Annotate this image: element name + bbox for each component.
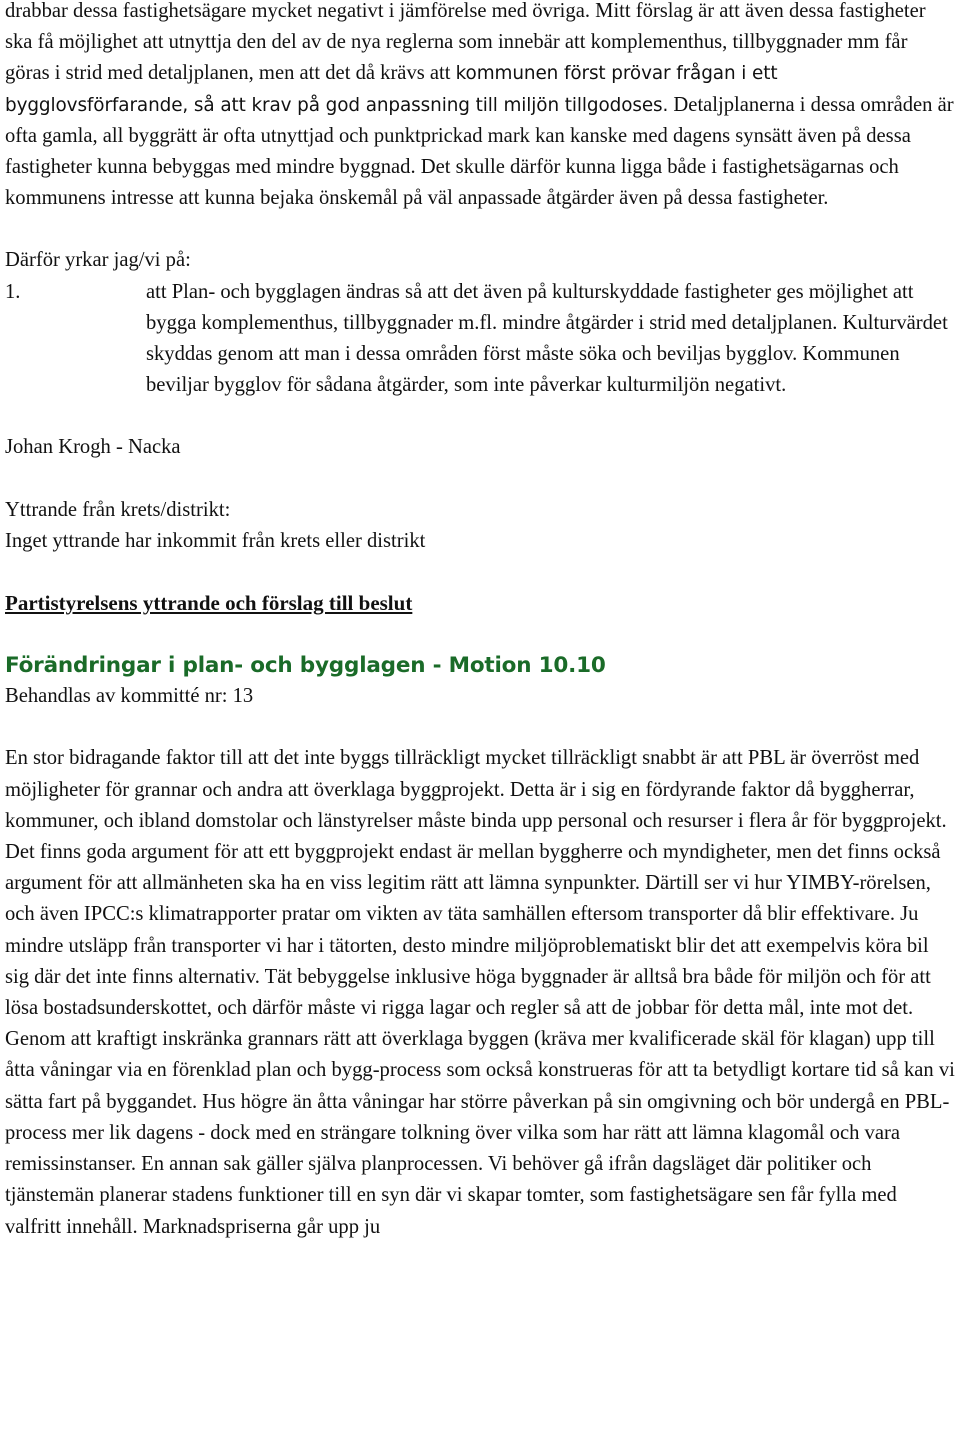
demand-text: att Plan- och bygglagen ändras så att det även på kulturskyddade fastigheter ges möjlighet att bygga komplementhus, tillbyggnader m.fl. mindre åtgärder i strid med detaljplanen. Kulturvärdet skyddas genom att man i dessa områden först måste söka och beviljas bygglov. Kommunen beviljar bygglov för sådana åtgärder, som inte påverkar kulturmiljön negativt. [146, 280, 948, 397]
district-text: Inget yttrande har inkommit från krets eller distrikt [5, 529, 426, 552]
board-heading: Partistyrelsens yttrande och förslag till beslut [5, 591, 413, 616]
document-page [5, 0, 955, 1243]
motion-title: Förändringar i plan- och bygglagen - Motion 10.10 [5, 653, 606, 679]
demand-intro: Därför yrkar jag/vi på: [5, 249, 191, 272]
demand-number: 1. [5, 280, 21, 303]
committee-line: Behandlas av kommitté nr: 13 [5, 685, 254, 708]
author-line: Johan Krogh - Nacka [5, 436, 181, 459]
paragraph-text-serif: drabbar dessa fastighetsägare mycket negativt i jämförelse med övriga. Mitt förslag är att även dessa fastigheter ska få möjlighet att utnyttja den del av de nya reglerna som innebär att komplementhus, tillbyggnader mm får göras i strid med detaljplanen, men att det då krävs att [5, 0, 926, 85]
demand-list-item [5, 277, 955, 402]
district-label: Yttrande från krets/distrikt: [5, 498, 231, 521]
motion-paragraph [5, 0, 955, 214]
paragraph-text-rest: Detaljplanerna i dessa områden är ofta gamla, all byggrätt är ofta utnyttjad och punktprickad mark kan kanske med dagens synsätt även på dessa fastigheter kunna bebyggas med mindre byggnad. Det skulle därför kunna ligga både i fastighetsägarnas och kommunens intresse att kunna bejaka önskemål på väl anpassade åtgärder även på dessa fastigheter. [5, 93, 954, 210]
body-paragraph: En stor bidragande faktor till att det inte byggs tillräckligt mycket tillräckligt snabbt är att PBL är överröst med möjligheter för grannar och andra att överklaga byggprojekt. Detta är i sig en fördyrande faktor då byggherrar, kommuner, och ibland domstolar och länstyrelser måste binda upp personal och resurser i flera år för byggprojekt. Det finns goda argument för att ett byggprojekt endast är mellan byggherre och myndigheter, men det finns också argument för att allmänheten ska ha en viss legitim rätt att lämna synpunkter. Därtill ser vi hur YIMBY-rörelsen, och även IPCC:s klimatrapporter pratar om vikten av täta samhällen eftersom transporter då blir effektivare. Ju mindre utsläpp från transporter vi har i tätorten, desto mindre miljöproblematiskt blir det att exempelvis köra bil sig där det inte finns alternativ. Tät bebyggelse inklusive höga byggnader är alltså bra både för miljön och för att lösa bostadsunderskottet, och därför måste vi rigga lagar och regler så att de jobbar för detta mål, inte mot det. Genom att kraftigt inskränka grannars rätt att överklaga byggen (kräva mer kvalificerade skäl för klagan) upp till åtta våningar via en förenklad plan och bygg-process som också konstrueras för att ta betydligt kortare tid så kan vi sätta fart på byggandet. Hus högre än åtta våningar har större påverkan på sin omgivning och bör undergå en PBL-process mer lik dagens - dock med en strängare tolkning över vilka som har rätt att lämna klagomål och vara remissinstanser. En annan sak gäller själva planprocessen. Vi behöver gå ifrån dagsläget där politiker och tjänstemän planerar stadens funktioner till en syn där vi skapar tomter, som fastighetsägare sen får fylla med valfritt innehåll. Marknadspriserna går upp ju [5, 747, 955, 1238]
paragraph-text-sans: kommunen först prövar frågan i ett bygglovsförfarande, så att krav på god anpassning till miljön tillgodoses. [5, 63, 778, 116]
